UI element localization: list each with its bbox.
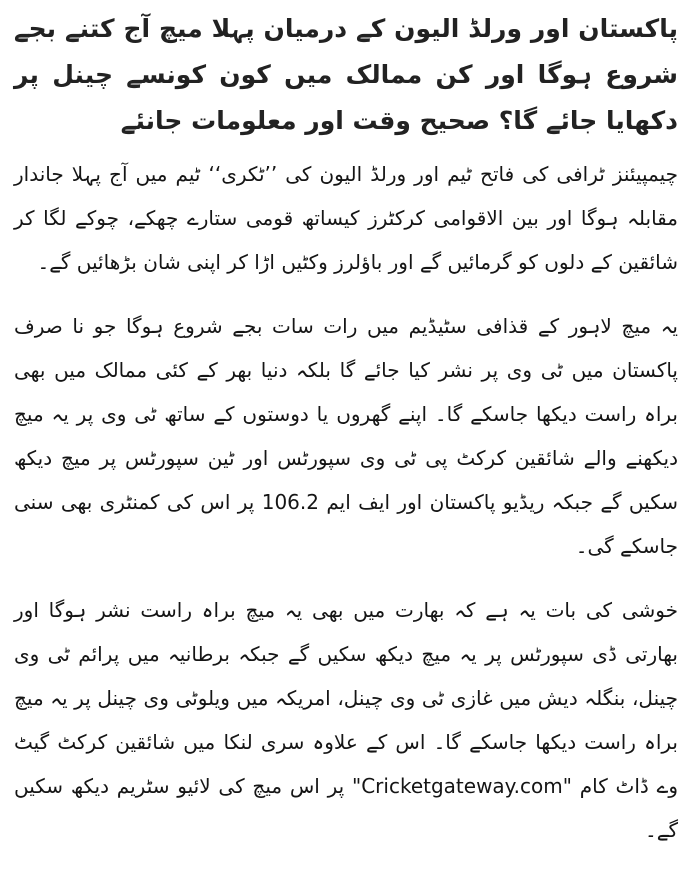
article-paragraph-3-tail: پر اس میچ کی لائیو سٹریم دیکھ سکیں گے۔	[14, 774, 678, 842]
article-headline: پاکستان اور ورلڈ الیون کے درمیان پہلا میچ آج کتنے بجے شروع ہوگا اور کن ممالک میں کون کونسے چینل پر دکھایا جائے گا؟ صحیح وقت اور معلومات جانئے	[14, 14, 678, 135]
article-paragraph-2: یہ میچ لاہور کے قذافی سٹیڈیم میں رات سات بجے شروع ہوگا جو نا صرف پاکستان میں ٹی وی پر نشر کیا جائے گا بلکہ دنیا بھر کے کئی ممالک میں بھی براہ راست دیکھا جاسکے گا۔ اپنے گھروں یا دوستوں کے ساتھ ٹی وی پر یہ میچ دیکھنے والے شائقین کرکٹ پی ٹی وی سپورٹس اور ٹین سپورٹس پر میچ دیکھ سکیں گے جبکہ ریڈیو پاکستان اور ایف ایم 106.2 پر اس کی کمنٹری بھی سنی جاسکے گی۔	[14, 314, 678, 558]
article	[14, 6, 678, 872]
article-paragraph-3: خوشی کی بات یہ ہے کہ بھارت میں بھی یہ میچ براہ راست نشر ہوگا اور بھارتی ڈی سپورٹس پر یہ میچ دیکھ سکیں گے جبکہ برطانیہ میں پرائم ٹی وی چینل، بنگلہ دیش میں غازی ٹی وی چینل، امریکہ میں ویلوٹی وی چینل پر یہ میچ براہ راست دیکھا جاسکے گا۔ اس کے علاوہ سری لنکا میں شائقین کرکٹ گیٹ وے ڈاٹ کام "Cricketgateway.com" پر اس میچ کی لائیو سٹریم دیکھ سکیں گے۔	[14, 598, 678, 842]
website-name: Cricketgateway.com	[361, 774, 563, 798]
article-paragraph-1: چیمپیئنز ٹرافی کی فاتح ٹیم اور ورلڈ الیون کی ’’ٹکری‘‘ ٹیم میں آج پہلا جاندار مقابلہ ہوگا اور بین الاقوامی کرکٹرز کیساتھ قومی ستارے چھکے، چوکے لگا کر شائقین کے دلوں کو گرمائیں گے اور باؤلرز وکٹیں اڑا کر اپنی شان بڑھائیں گے۔	[14, 162, 678, 274]
article-paragraph-3-text: خوشی کی بات یہ ہے کہ بھارت میں بھی یہ میچ براہ راست نشر ہوگا اور بھارتی ڈی سپورٹس پر یہ میچ دیکھ سکیں گے جبکہ برطانیہ میں پرائم ٹی وی چینل، بنگلہ دیش میں غازی ٹی وی چینل، امریکہ میں ویلوٹی وی چینل پر یہ میچ براہ راست دیکھا جاسکے گا۔ اس کے علاوہ سری لنکا میں شائقین کرکٹ گیٹ وے ڈاٹ کام	[14, 598, 678, 798]
